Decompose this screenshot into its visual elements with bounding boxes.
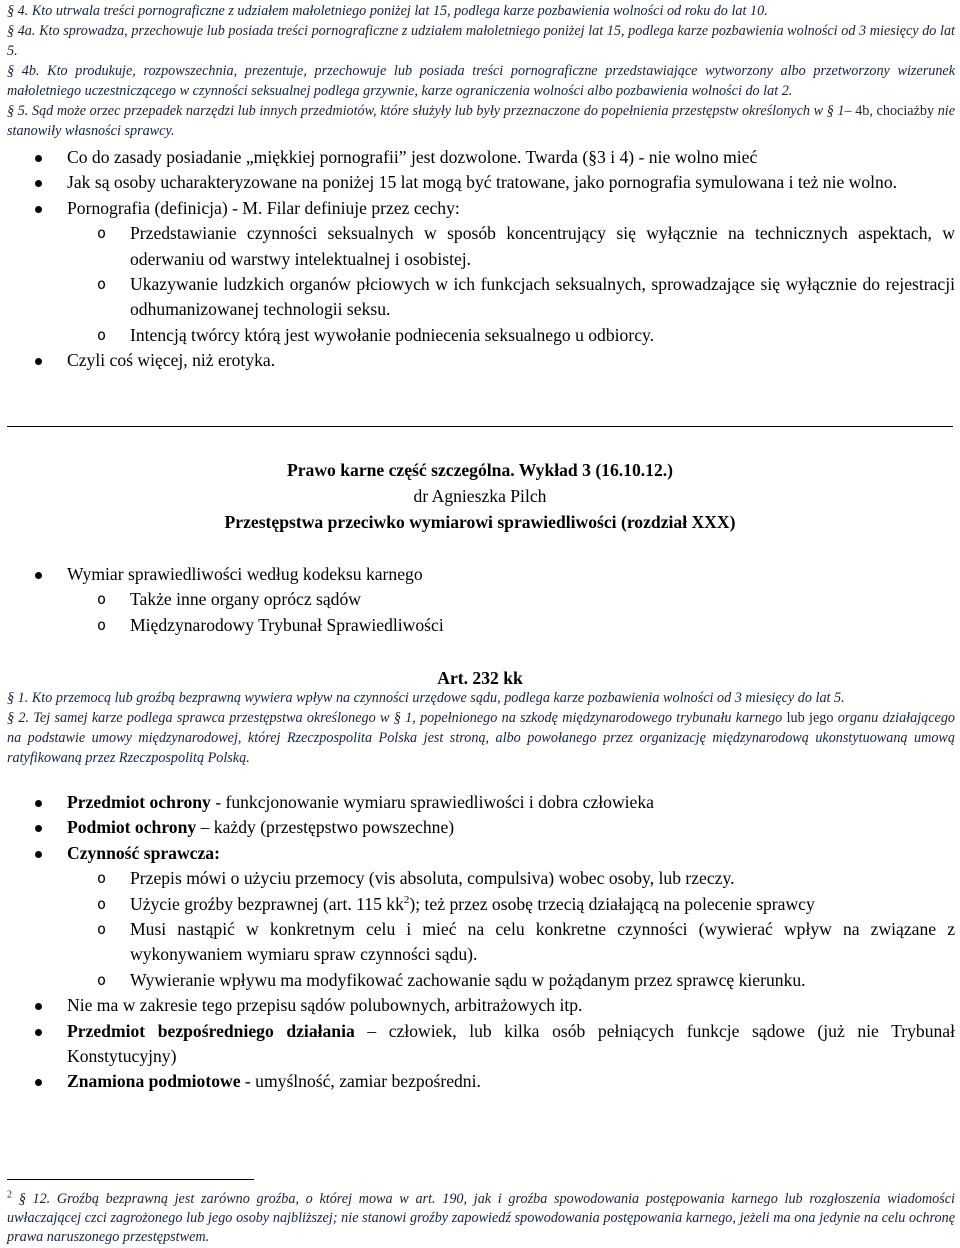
- list-item: Podmiot ochrony – każdy (przestępstwo powszechne): [7, 815, 955, 840]
- lecture-chapter: Przestępstwa przeciwko wymiarowi sprawiedliwości (rozdział XXX): [224, 512, 736, 532]
- section-divider: [7, 426, 953, 427]
- list-item: Czyli coś więcej, niż erotyka.: [7, 348, 955, 373]
- sub-list-item: o Użycie groźby bezprawnej (art. 115 $kk^2$); też przez osobę trzecią działającą na polecenie sprawcy: [67, 892, 955, 917]
- statute-paragraph-2: § 2. Tej samej karze podlega sprawca przestępstwa określonego w § 1, popełnionego na szkodę międzynarodowego trybunału karnego lub jego organu działającego na podstawie umowy międzynarodowej, której Rzeczpospolita Polska jest stroną, albo powołanego przez organizację międzynarodową ukonstytuowaną umową ratyfikowaną przez Rzeczpospolitą Polską.: [7, 710, 956, 766]
- notes-justice: [7, 562, 955, 638]
- statute-paragraph-4: § 4. Kto utrwala treści pornograficzne z udziałem małoletniego poniżej lat 15, podlega karze pozbawienia wolności od roku do lat 10.: [7, 3, 768, 19]
- sub-list-item: o Przepis mówi o użyciu przemocy (vis absoluta, compulsiva) wobec osoby, lub rzeczy.: [67, 866, 955, 891]
- sub-list-item: o Przedstawianie czynności seksualnych w sposób koncentrujący się wyłącznie na technicznych aspektach, w oderwaniu od warstwy intelektualnej i osobistej.: [67, 221, 955, 272]
- statute-paragraph-4b: § 4b. Kto produkuje, rozpowszechnia, prezentuje, przechowuje lub posiada treści pornograficzne przedstawiające wytworzony albo przetworzony wizerunek małoletniego uczestniczącego w czynności seksualnej podlega grzywnie, karze ograniczenia wolności albo pozbawienia wolności do lat 2.: [7, 63, 956, 99]
- statute-excerpt-art-200: [7, 1, 955, 141]
- sub-list-item: o Także inne organy oprócz sądów: [67, 587, 955, 612]
- list-item: Co do zasady posiadanie „miękkiej pornografii” jest dozwolone. Twarda (§3 i 4) - nie wolno mieć: [7, 145, 955, 170]
- list-item: Nie ma w zakresie tego przepisu sądów polubownych, arbitrażowych itp.: [7, 993, 955, 1018]
- statute-paragraph-4a: § 4a. Kto sprowadza, przechowuje lub posiada treści pornograficzne z udziałem małoletniego poniżej lat 15, podlega karze pozbawienia wolności od 3 miesięcy do lat 5.: [7, 23, 955, 59]
- list-item: Przedmiot bezpośredniego działania – człowiek, lub kilka osób pełniących funkcje sądowe (już nie Trybunał Konstytucyjny): [7, 1019, 955, 1070]
- footnote-separator: [7, 1179, 254, 1180]
- sub-list-item: o Wywieranie wpływu ma modyfikować zachowanie sądu w pożądanym przez sprawcę kierunku.: [67, 968, 955, 993]
- sub-list-item: o Ukazywanie ludzkich organów płciowych w ich funkcjach seksualnych, sprowadzające się wyłącznie do rejestracji odhumanizowanej technologii seksu.: [67, 272, 955, 323]
- sub-list-item: o Intencją twórcy którą jest wywołanie podniecenia seksualnego u odbiorcy.: [67, 323, 955, 348]
- statute-paragraph-5: § 5. Sąd może orzec przepadek narzędzi lub innych przedmiotów, które służyły lub były przeznaczone do popełnienia przestępstw określonych w § 1– 4b, chociażby nie stanowiły własności sprawcy.: [7, 103, 956, 139]
- sub-list-item: o Międzynarodowy Trybunał Sprawiedliwości: [67, 613, 955, 638]
- list-item: Pornografia (definicja) - M. Filar definiuje przez cechy: o Przedstawianie czynności seksualnych w sposób koncentrujący się wyłącznie na technicznych aspektach, w oderwaniu od warstwy intelektualnej i osobistej. o Ukazywanie ludzkich organów płciowych w ich funkcjach seksualnych, sprowadzające się wyłącznie do rejestracji odhumanizowanej technologii seksu. o Intencją twórcy którą jest wywołanie podniecenia seksualnego u odbiorcy.: [7, 196, 955, 348]
- list-item: Przedmiot ochrony - funkcjonowanie wymiaru sprawiedliwości i dobra człowieka: [7, 790, 955, 815]
- sub-list-item: o Musi nastąpić w konkretnym celu i mieć na celu konkretne czynności (wywierać wpływ na związane z wykonywaniem wymiaru spraw czynności sądu).: [67, 917, 955, 968]
- list-item: Wymiar sprawiedliwości według kodeksu karnego o Także inne organy oprócz sądów o Międzynarodowy Trybunał Sprawiedliwości: [7, 562, 955, 638]
- list-item: Czynność sprawcza: o Przepis mówi o użyciu przemocy (vis absoluta, compulsiva) wobec osoby, lub rzeczy. o Użycie groźby bezprawnej (art. 115 $kk^2$); też przez osobę trzecią działającą na polecenie sprawcy o Musi nastąpić w konkretnym celu i mieć na celu konkretne czynności (wywierać wpływ na związane z wykonywaniem wymiaru spraw czynności sądu). o Wywieranie wpływu ma modyfikować zachowanie sądu w pożądanym przez sprawcę kierunku.: [7, 841, 955, 993]
- statute-excerpt-art-232: [7, 688, 955, 768]
- notes-pornography: [7, 145, 955, 374]
- lecture-title: Prawo karne część szczególna. Wykład 3 (16.10.12.): [286, 460, 674, 480]
- notes-art-232: [7, 790, 955, 1095]
- footnote-reference[interactable]: 2: [403, 893, 410, 906]
- lecture-author: dr Agnieszka Pilch: [413, 486, 547, 506]
- list-item: Znamiona podmiotowe - umyślność, zamiar bezpośredni.: [7, 1069, 955, 1094]
- footnote: $^2$ § 12. Groźbą bezprawną jest zarówno groźba, o której mowa w art. 190, jak i groźba spowodowania postępowania karnego lub rozgłoszenia wiadomości uwłaczającej czci zagrożonego lub jego osoby najbliższej; nie stanowi groźby zapowiedź spowodowania postępowania karnego, jeżeli ma ona jedynie na celu ochronę prawa naruszonego przestępstwem.: [7, 1189, 956, 1245]
- statute-paragraph-1: § 1. Kto przemocą lub groźbą bezprawną wywiera wpływ na czynności urzędowe sądu, podlega karze pozbawienia wolności od 3 miesięcy do lat 5.: [7, 690, 845, 706]
- article-heading: Art. 232 kk: [437, 668, 523, 688]
- list-item: Jak są osoby ucharakteryzowane na poniżej 15 lat mogą być tratowane, jako pornografia symulowana i też nie wolno.: [7, 170, 955, 195]
- footnote-mark: 2: [7, 1189, 12, 1201]
